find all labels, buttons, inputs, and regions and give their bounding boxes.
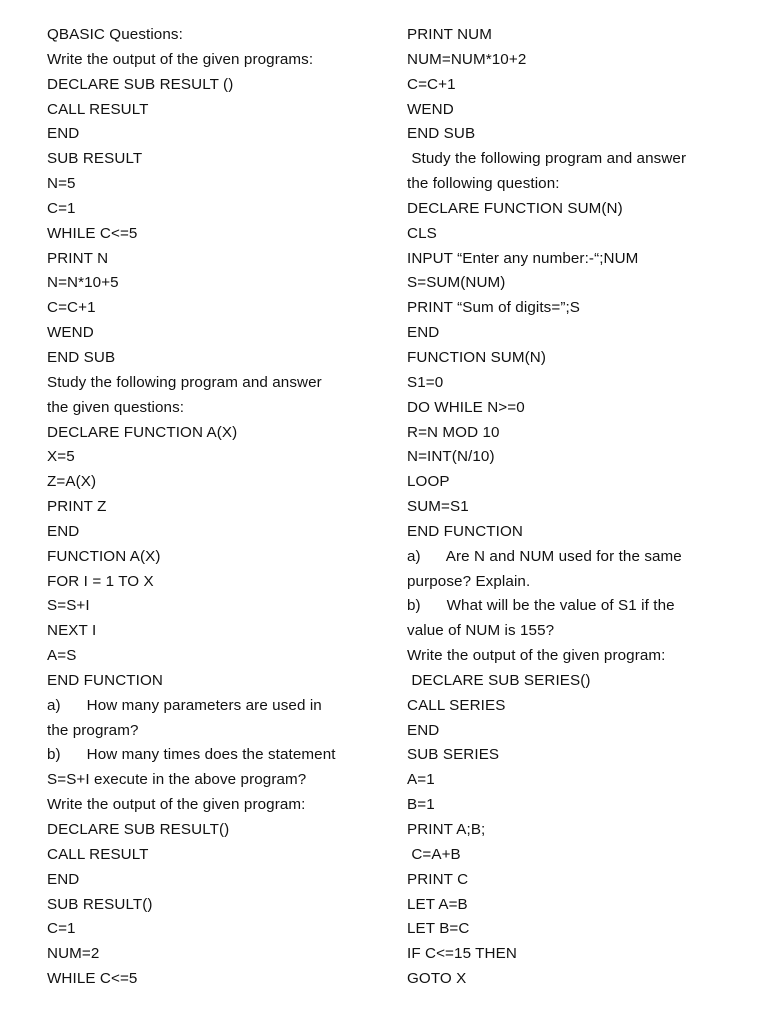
text-line: END SUB (47, 348, 116, 366)
text-line: DECLARE SUB RESULT() (47, 821, 230, 838)
text-line: PRINT Z (47, 498, 107, 516)
left-column (47, 23, 362, 992)
text-line: NUM=NUM*10+2 (407, 50, 527, 68)
text-line: N=N*10+5 (47, 274, 119, 292)
text-line: S1=0 (407, 373, 444, 391)
text-line: DECLARE SUB SERIES() (407, 671, 591, 689)
text-line: CALL RESULT (47, 845, 149, 863)
text-line: purpose? Explain. (407, 572, 531, 590)
text-line: PRINT N (47, 249, 109, 267)
text-line: DECLARE FUNCTION A(X) (47, 423, 238, 441)
text-line: SUB SERIES (407, 746, 500, 764)
text-line: DECLARE SUB RESULT () (47, 75, 234, 93)
text-line: END (407, 721, 440, 739)
text-line: Study the following program and answer (407, 150, 687, 168)
text-line: FOR I = 1 TO X (47, 572, 154, 590)
text-line: CALL RESULT (47, 100, 149, 118)
text-line: A=S (47, 647, 77, 665)
text-line: IF C<=15 THEN (407, 945, 517, 963)
text-line: S=S+I (47, 597, 90, 615)
text-line: LOOP (407, 473, 450, 491)
text-line: N=5 (47, 175, 76, 193)
text-line: SUB RESULT (47, 150, 143, 168)
text-line: the following question: (407, 175, 560, 193)
text-line: C=C+1 (47, 299, 96, 317)
text-line: S=SUM(NUM) (407, 274, 506, 292)
text-line: Write the output of the given program: (407, 647, 666, 665)
text-line: S=S+I execute in the above program? (47, 771, 307, 789)
text-line: R=N MOD 10 (407, 423, 500, 441)
text-line: C=C+1 (407, 75, 456, 93)
text-line: A=1 (407, 771, 435, 789)
text-line: a) How many parameters are used in (47, 696, 322, 714)
text-line: INPUT “Enter any number:-“;NUM (407, 249, 639, 267)
text-line: X=5 (47, 448, 75, 466)
text-line: QBASIC Questions: (47, 26, 183, 43)
text-line: DO WHILE N>=0 (407, 398, 525, 416)
text-line: NUM=2 (47, 945, 100, 963)
text-line: DECLARE FUNCTION SUM(N) (407, 199, 623, 217)
text-line: Write the output of the given programs: (47, 50, 314, 68)
text-line: b) What will be the value of S1 if the (407, 597, 675, 615)
text-line: END (47, 870, 80, 888)
text-line: GOTO X (407, 970, 467, 988)
text-line: LET B=C (407, 920, 470, 938)
text-line: PRINT “Sum of digits=”;S (407, 299, 581, 317)
text-line: WHILE C<=5 (47, 224, 138, 242)
text-line: WEND (47, 324, 94, 342)
text-line: B=1 (407, 796, 435, 814)
text-line: END (407, 324, 440, 342)
text-line: Z=A(X) (47, 473, 97, 491)
text-line: the program? (47, 721, 139, 739)
text-line: END (47, 522, 80, 540)
text-line: a) Are N and NUM used for the same (407, 547, 682, 565)
text-line: WHILE C<=5 (47, 970, 138, 988)
text-line: C=1 (47, 199, 76, 217)
text-line: END SUB (407, 125, 476, 143)
text-line: value of NUM is 155? (407, 622, 555, 640)
text-line: WEND (407, 100, 454, 118)
text-line: Study the following program and answer (47, 373, 322, 391)
text-line: N=INT(N/10) (407, 448, 495, 466)
text-line: the given questions: (47, 398, 185, 416)
text-line: END FUNCTION (407, 522, 523, 540)
text-line: CLS (407, 224, 437, 242)
text-line: SUM=S1 (407, 498, 469, 516)
text-line: C=A+B (407, 845, 461, 863)
text-line: PRINT NUM (407, 26, 492, 43)
text-line: CALL SERIES (407, 696, 506, 714)
text-line: b) How many times does the statement (47, 746, 336, 764)
text-line: FUNCTION A(X) (47, 547, 161, 565)
text-line: Write the output of the given program: (47, 796, 306, 814)
text-line: SUB RESULT() (47, 895, 153, 913)
text-line: FUNCTION SUM(N) (407, 348, 547, 366)
text-line: PRINT A;B; (407, 821, 486, 838)
text-line: LET A=B (407, 895, 468, 913)
text-line: PRINT C (407, 870, 469, 888)
right-column (407, 23, 737, 992)
text-line: C=1 (47, 920, 76, 938)
text-line: END (47, 125, 80, 143)
text-line: END FUNCTION (47, 671, 163, 689)
text-line: NEXT I (47, 622, 97, 640)
